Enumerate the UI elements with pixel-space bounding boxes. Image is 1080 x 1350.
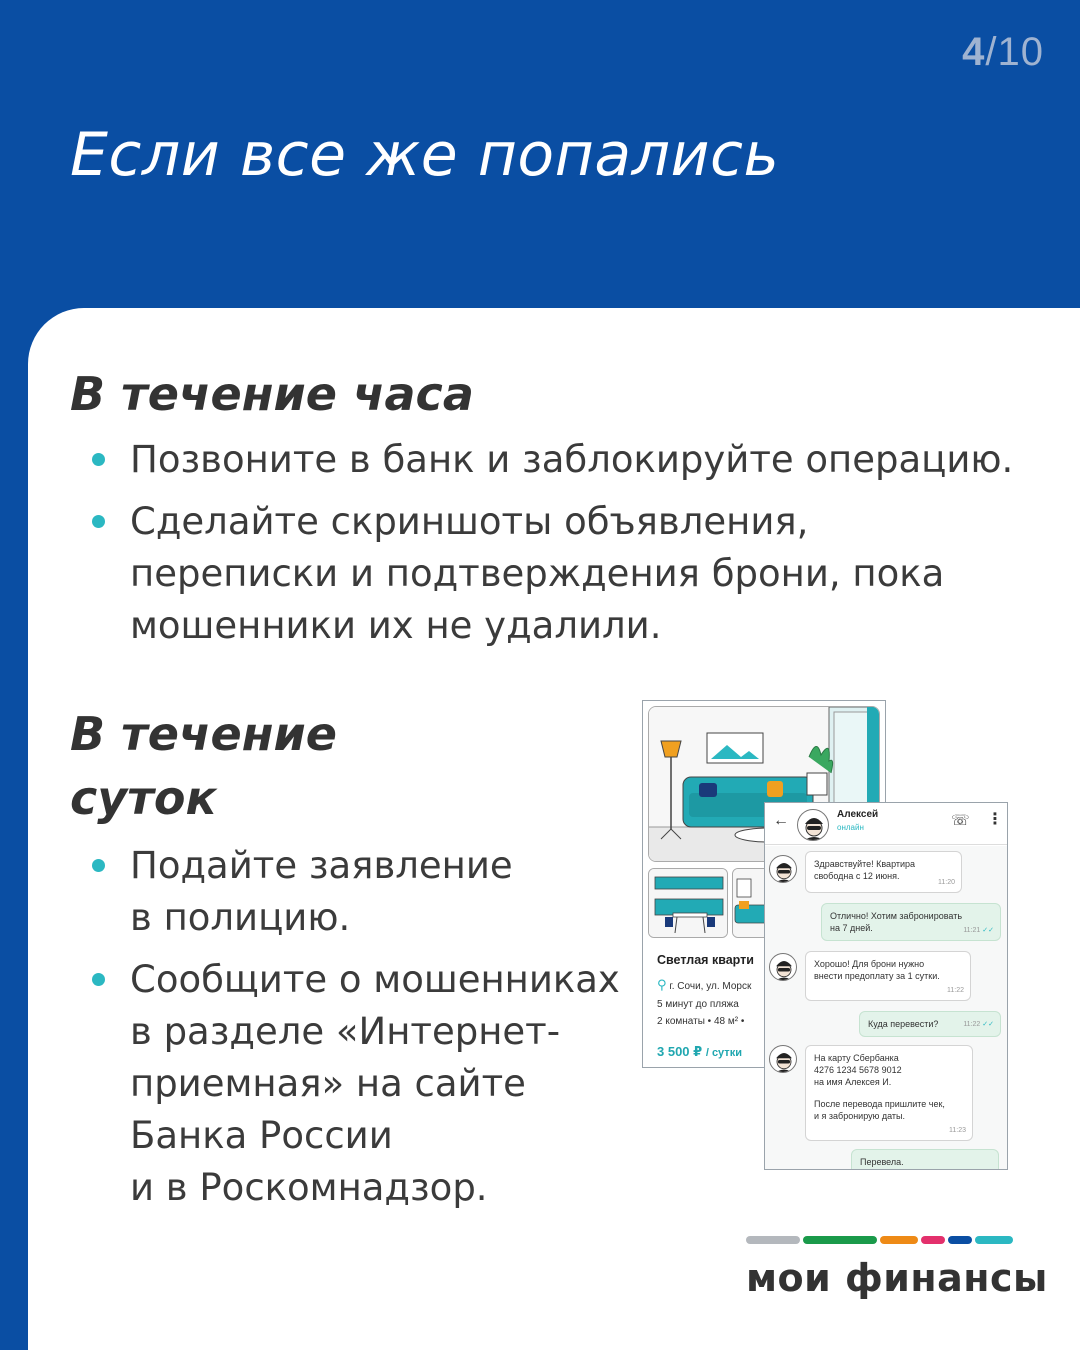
listing-title: Светлая кварти xyxy=(657,953,754,967)
section-title-hour: В течение часа xyxy=(70,367,474,421)
list-item-line: Сделайте скриншоты объявления, xyxy=(130,500,809,543)
list-item xyxy=(92,840,620,944)
list-item-line: приемная» на сайте xyxy=(130,1062,526,1105)
chat-message: Куда перевести? 11:22 ✓✓ xyxy=(859,1011,1001,1037)
bullet-dot-icon xyxy=(92,453,105,466)
listing-price: 3 500 ₽ / сутки xyxy=(657,1044,742,1059)
chat-message: Здравствуйте! Квартира свободна с 12 июня. 11:20 xyxy=(805,851,962,893)
brand-logo-text: мои финансы xyxy=(746,1256,1048,1300)
chat-contact-name: Алексей xyxy=(837,809,879,820)
list-item-line: в полицию. xyxy=(130,896,351,939)
bullet-list-hour xyxy=(92,434,1013,662)
list-item-line: Подайте заявление xyxy=(130,844,513,887)
list-item xyxy=(92,434,1013,486)
phone-icon: ☏ xyxy=(951,812,970,829)
list-item xyxy=(92,954,620,1214)
list-item-line: Банка России xyxy=(130,1114,393,1157)
bullet-dot-icon xyxy=(92,515,105,528)
avatar xyxy=(769,855,797,883)
bullet-dot-icon xyxy=(92,859,105,872)
listing-details: 2 комнаты • 48 м² • xyxy=(657,1016,745,1027)
scammer-avatar-icon xyxy=(798,810,829,841)
brand-bar xyxy=(948,1236,972,1244)
page-title: Если все же попались xyxy=(70,120,780,190)
chat-message: Отлично! Хотим забронировать на 7 дней. 11:21 ✓✓ xyxy=(821,903,1001,941)
bullet-dot-icon xyxy=(92,973,105,986)
chat-message: На карту Сбербанка 4276 1234 5678 9012 на имя Алексея И. После перевода пришлите чек, и я забронирую даты. 11:23 xyxy=(805,1045,973,1141)
list-item-line: и в Роскомнадзор. xyxy=(130,1166,488,1209)
list-item-line: в разделе «Интернет- xyxy=(130,1010,561,1053)
list-item xyxy=(92,496,1013,652)
kitchen-photo xyxy=(648,868,728,938)
list-item-line: Сообщите о мошенниках xyxy=(130,958,620,1001)
kitchen-illustration-icon xyxy=(649,869,728,938)
chat-message: Хорошо! Для брони нужно внести предоплату за 1 сутки. 11:22 xyxy=(805,951,971,1001)
brand-bar xyxy=(746,1236,800,1244)
location-pin-icon: ⚲ xyxy=(657,977,667,992)
chat-message: Перевела. xyxy=(851,1149,999,1170)
back-arrow-icon: ← xyxy=(773,812,789,829)
brand-bar xyxy=(921,1236,945,1244)
list-item-line: мошенники их не удалили. xyxy=(130,604,662,647)
avatar xyxy=(769,1045,797,1073)
read-checkmark-icon: ✓✓ xyxy=(982,1021,994,1028)
page-counter: 4/10 xyxy=(962,30,1044,74)
brand-bar xyxy=(880,1236,918,1244)
brand-bar xyxy=(975,1236,1013,1244)
avatar xyxy=(769,953,797,981)
brand-color-bars xyxy=(746,1236,1013,1244)
bullet-list-day xyxy=(92,840,620,1224)
chat-header xyxy=(765,803,1007,845)
chat-contact-status: онлайн xyxy=(837,823,864,832)
brand-bar xyxy=(803,1236,877,1244)
chat-screenshot xyxy=(764,802,1008,1170)
read-checkmark-icon: ✓✓ xyxy=(982,927,994,934)
section-title-day: В течение суток xyxy=(70,707,337,825)
more-menu-icon: ⋮ xyxy=(987,811,1003,828)
listing-distance: 5 минут до пляжа xyxy=(657,999,739,1010)
avatar xyxy=(797,809,829,841)
list-item-line: Позвоните в банк и заблокируйте операцию. xyxy=(130,438,1014,481)
listing-address: ⚲ г. Сочи, ул. Морск xyxy=(657,977,752,992)
list-item-line: переписки и подтверждения брони, пока xyxy=(130,552,945,595)
